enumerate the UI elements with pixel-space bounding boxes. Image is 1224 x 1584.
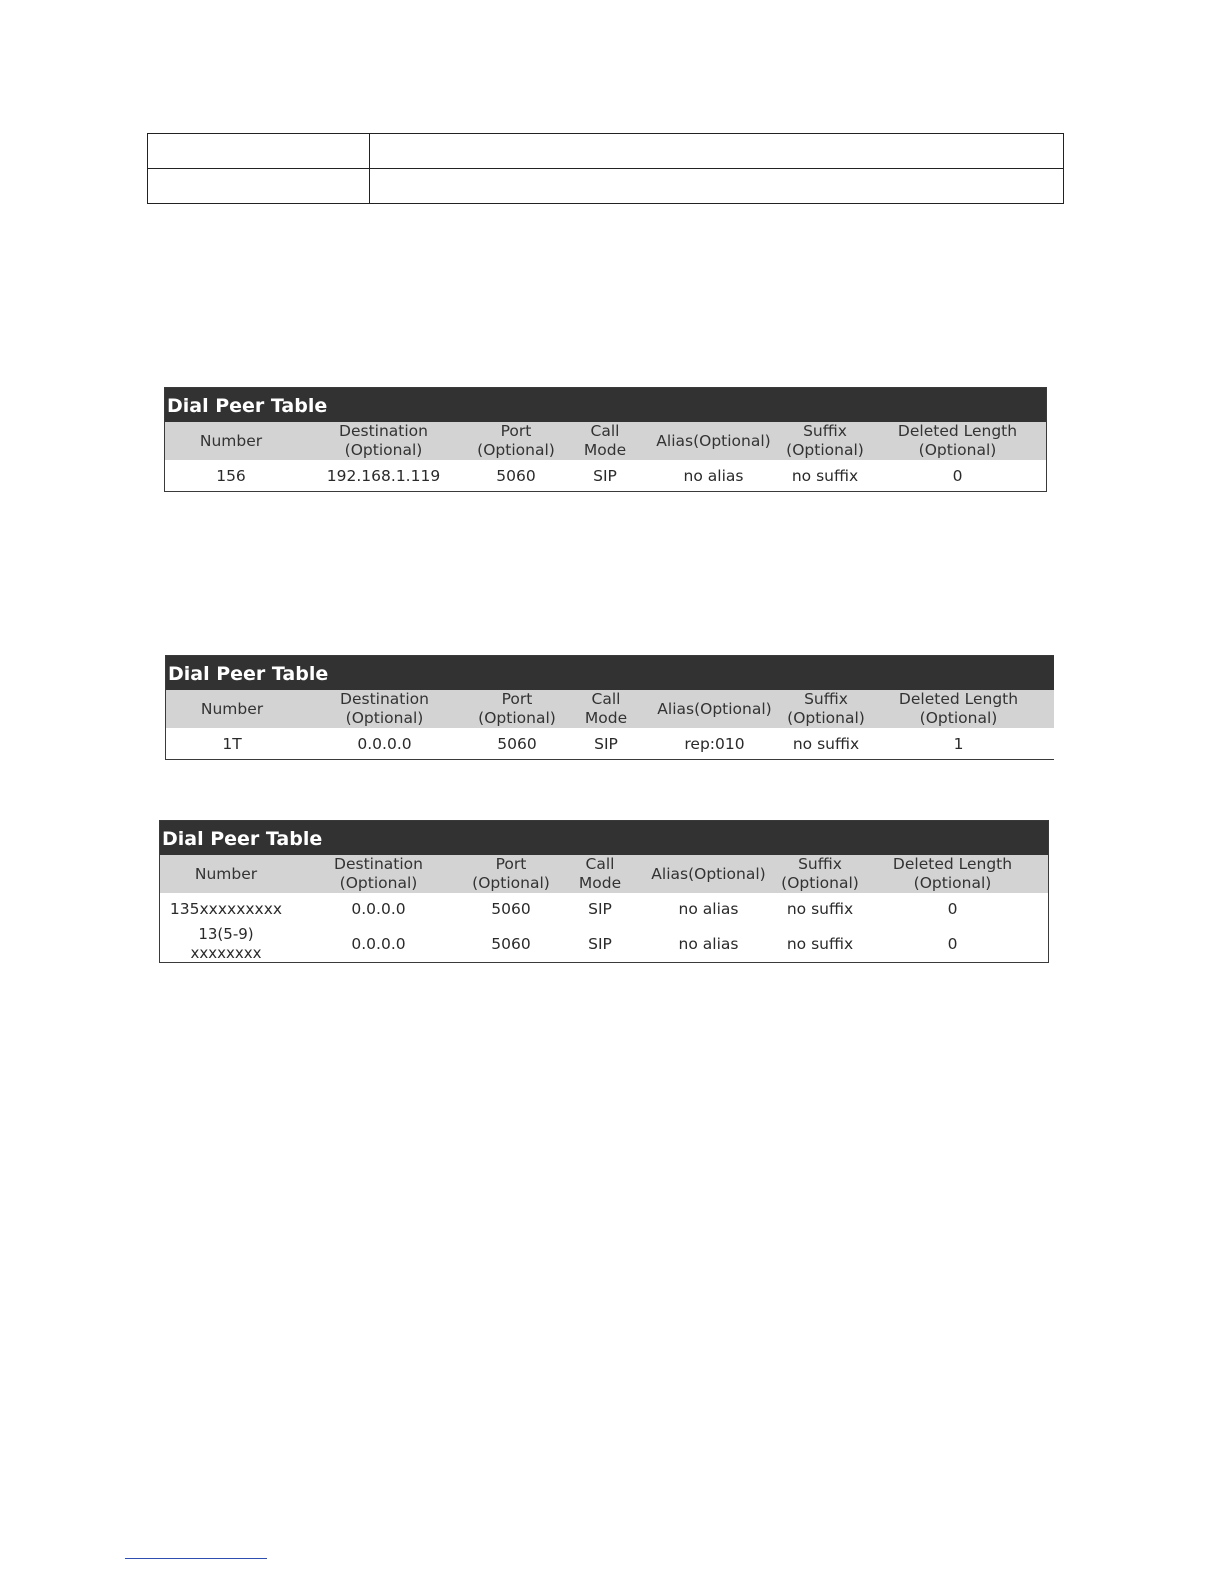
header-port: Port (Optional) [478,690,556,727]
cell-number: 135xxxxxxxxx [169,899,283,918]
table-row [166,728,1054,760]
header-call-mode: Call Mode [584,690,628,727]
header-number: Number [200,699,264,718]
table-cell [148,169,370,204]
table-header [160,855,1048,893]
cell-suffix: no suffix [792,734,860,753]
cell-destination: 0.0.0.0 [357,734,412,753]
cell-port: 5060 [491,899,531,918]
cell-destination: 0.0.0.0 [351,934,406,953]
table-header [166,690,1054,728]
table-title: Dial Peer Table [160,821,1048,855]
header-call-mode: Call Mode [578,855,622,892]
header-alias: Alias(Optional) [657,699,772,718]
header-port: Port (Optional) [472,855,550,892]
header-destination: Destination (Optional) [339,422,428,459]
table-row [160,893,1048,925]
cell-deleted-length: 0 [947,899,958,918]
table-title: Dial Peer Table [166,656,1054,690]
cell-destination: 0.0.0.0 [351,899,406,918]
cell-call-mode: SIP [588,899,612,918]
header-suffix: Suffix (Optional) [787,690,865,727]
cell-alias: rep:010 [684,734,745,753]
header-deleted-length: Deleted Length (Optional) [898,690,1019,727]
table-cell [370,134,1064,169]
header-suffix: Suffix (Optional) [781,855,859,892]
cell-deleted-length: 0 [947,934,958,953]
header-alias: Alias(Optional) [651,864,766,883]
header-alias: Alias(Optional) [656,431,771,450]
header-number: Number [199,431,263,450]
table-row [160,925,1048,963]
header-call-mode: Call Mode [583,422,627,459]
dial-peer-table-3 [159,820,1049,963]
cell-alias: no alias [678,934,739,953]
cell-port: 5060 [497,734,537,753]
header-number: Number [194,864,258,883]
dial-peer-table-2 [165,655,1054,760]
cell-number: 13(5-9) xxxxxxxx [190,925,262,962]
table-title: Dial Peer Table [165,388,1046,422]
header-destination: Destination (Optional) [340,690,429,727]
cell-suffix: no suffix [786,934,854,953]
table-header [165,422,1046,460]
cell-suffix: no suffix [786,899,854,918]
table-cell [148,134,370,169]
footnote-separator [125,1558,267,1559]
header-deleted-length: Deleted Length (Optional) [892,855,1013,892]
table-row [148,169,1064,204]
cell-suffix: no suffix [791,466,859,485]
table-cell [370,169,1064,204]
cell-deleted-length: 1 [953,734,964,753]
table-row [148,134,1064,169]
cell-destination: 192.168.1.119 [326,466,441,485]
cell-call-mode: SIP [593,466,617,485]
cell-deleted-length: 0 [952,466,963,485]
cell-call-mode: SIP [594,734,618,753]
table-row [165,460,1046,492]
header-destination: Destination (Optional) [334,855,423,892]
cell-port: 5060 [491,934,531,953]
header-deleted-length: Deleted Length (Optional) [897,422,1018,459]
cell-call-mode: SIP [588,934,612,953]
cell-number: 156 [216,466,246,485]
cell-alias: no alias [683,466,744,485]
empty-info-table [147,133,1064,204]
cell-port: 5060 [496,466,536,485]
cell-number: 1T [222,734,242,753]
header-port: Port (Optional) [477,422,555,459]
cell-alias: no alias [678,899,739,918]
header-suffix: Suffix (Optional) [786,422,864,459]
dial-peer-table-1 [164,387,1047,492]
